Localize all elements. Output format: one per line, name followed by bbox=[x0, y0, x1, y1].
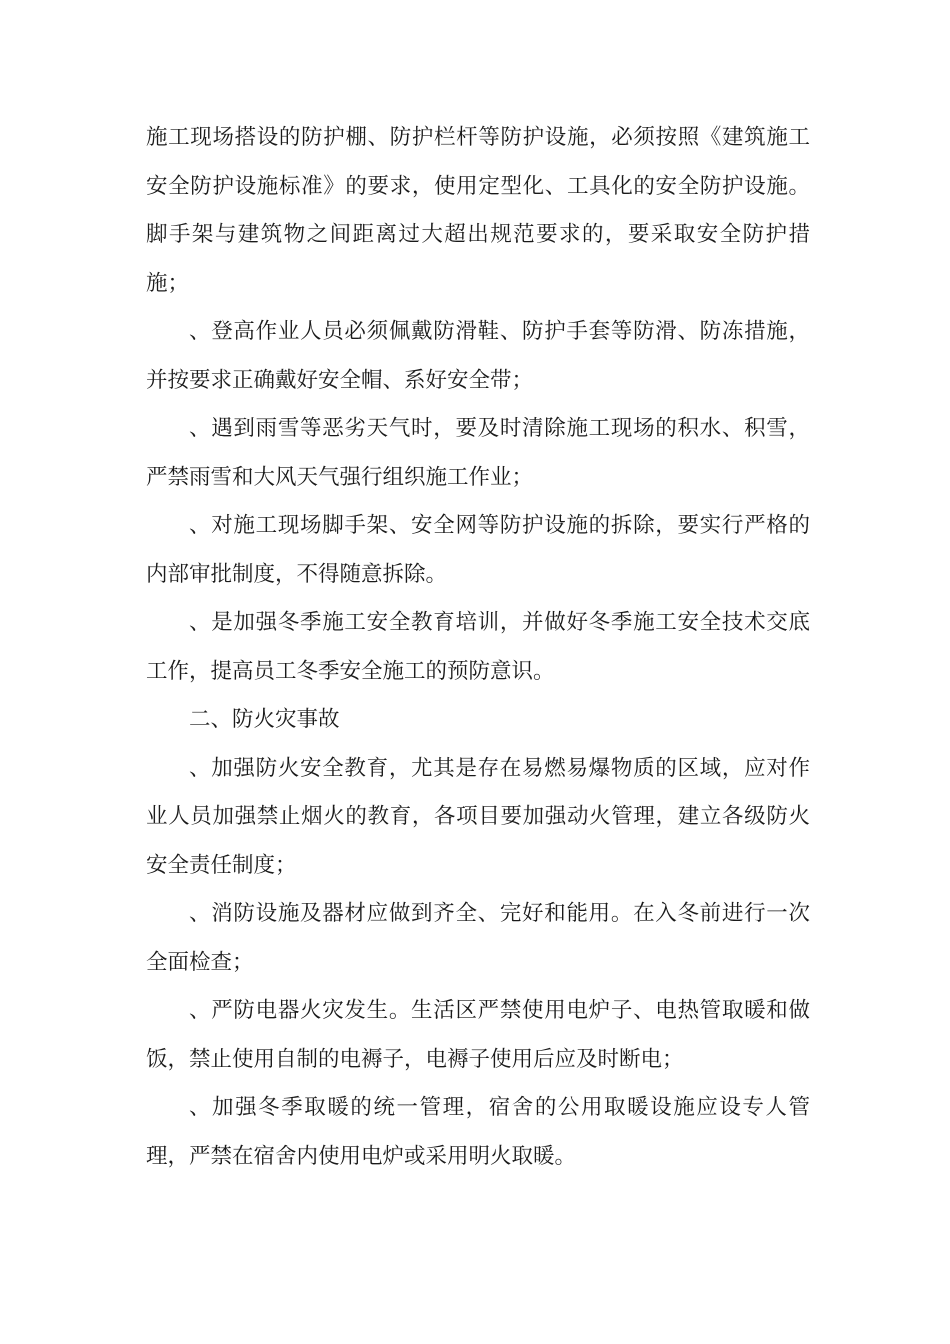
paragraph-protective-facilities: 施工现场搭设的防护棚、防护栏杆等防护设施，必须按照《建筑施工安全防护设施标准》的要求，使用定型化、工具化的安全防护设施。脚手架与建筑物之间距离过大超出规范要求的，要采取安全防护措施； bbox=[146, 125, 810, 296]
paragraph-fire-equipment: 、消防设施及器材应做到齐全、完好和能用。在入冬前进行一次全面检查； bbox=[146, 901, 810, 975]
section-heading-fire-prevention: 二、防火灾事故 bbox=[189, 707, 340, 732]
paragraph-climbing-workers: 、登高作业人员必须佩戴防滑鞋、防护手套等防滑、防冻措施，并按要求正确戴好安全帽、系好安全带； bbox=[146, 319, 810, 393]
paragraph-bad-weather: 、遇到雨雪等恶劣天气时，要及时清除施工现场的积水、积雪，严禁雨雪和大风天气强行组织施工作业； bbox=[146, 416, 810, 490]
paragraph-heating-management: 、加强冬季取暖的统一管理，宿舍的公用取暖设施应设专人管理，严禁在宿舍内使用电炉或采用明火取暖。 bbox=[146, 1095, 810, 1169]
paragraph-fire-education: 、加强防火安全教育，尤其是存在易燃易爆物质的区域，应对作业人员加强禁止烟火的教育，各项目要加强动火管理，建立各级防火安全责任制度； bbox=[146, 755, 810, 878]
document-body bbox=[146, 114, 810, 1181]
paragraph-dismantling: 、对施工现场脚手架、安全网等防护设施的拆除，要实行严格的内部审批制度，不得随意拆除。 bbox=[146, 513, 810, 587]
paragraph-electrical-fire: 、严防电器火灾发生。生活区严禁使用电炉子、电热管取暖和做饭，禁止使用自制的电褥子，电褥子使用后应及时断电； bbox=[146, 998, 810, 1072]
paragraph-training: 、是加强冬季施工安全教育培训，并做好冬季施工安全技术交底工作，提高员工冬季安全施工的预防意识。 bbox=[146, 610, 810, 684]
